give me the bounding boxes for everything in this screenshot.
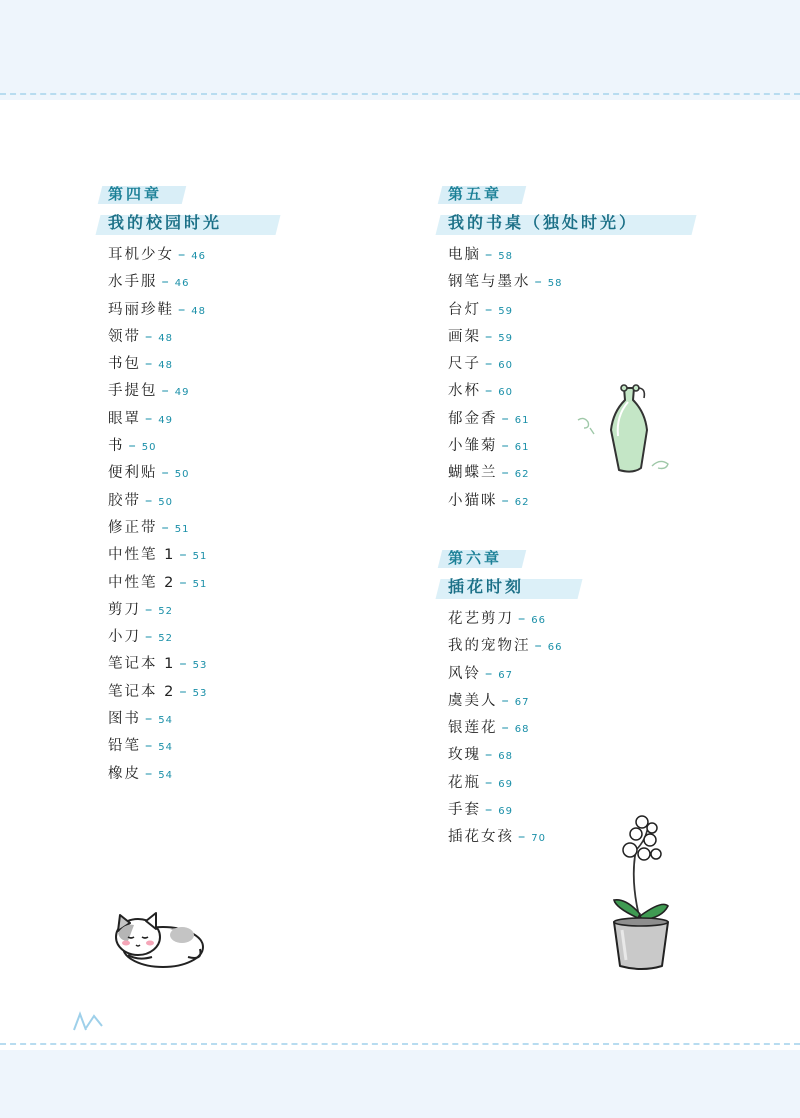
top-band [0, 0, 800, 100]
toc-item-name: 领带 [108, 328, 141, 345]
toc-separator: – [501, 692, 509, 709]
toc-item-name: 小雏菊 [448, 438, 498, 455]
toc-item-name: 电脑 [448, 247, 481, 263]
toc-page-number: 61 [514, 414, 530, 426]
chapter-label: 第四章 [104, 182, 174, 206]
chapter-label: 第六章 [444, 546, 514, 570]
toc-separator: – [179, 683, 187, 700]
toc-separator: – [145, 629, 153, 646]
toc-separator: – [145, 356, 153, 373]
toc-item [104, 597, 238, 624]
toc-separator: – [485, 301, 493, 318]
toc-separator: – [161, 274, 169, 291]
toc-separator: – [161, 465, 169, 482]
toc-separator: – [145, 492, 153, 509]
toc-page-number: 62 [514, 496, 530, 508]
toc-item [104, 706, 238, 733]
toc-item-name: 眼罩 [108, 410, 141, 427]
toc-page-number: 54 [158, 715, 173, 727]
chapter-title: 我的书桌（独处时光） [444, 210, 654, 236]
toc-page-number: 51 [192, 551, 208, 563]
toc-item [104, 733, 238, 760]
potted-orchid-icon [606, 810, 676, 972]
toc-item-name: 水手服 [108, 274, 158, 291]
top-dashed-line [0, 93, 800, 95]
toc-page-number: 60 [498, 360, 513, 372]
chapter-label: 第五章 [444, 182, 514, 206]
toc-separator: – [145, 601, 153, 618]
toc-item-name: 橡皮 [108, 765, 141, 782]
toc-item [444, 242, 654, 269]
glass-bottle-icon [572, 380, 682, 480]
toc-item [104, 761, 238, 788]
toc-separator: – [518, 829, 526, 846]
toc-page-number: 66 [531, 615, 546, 626]
toc-item-name: 笔记本 2 [108, 683, 176, 700]
toc-item [104, 269, 238, 296]
toc-separator: – [501, 438, 509, 455]
toc-item-name: 钢笔与墨水 [448, 274, 531, 291]
toc-page-number: 58 [498, 251, 513, 262]
toc-item [104, 324, 238, 351]
toc-page-number: 66 [547, 642, 563, 654]
toc-item [104, 297, 238, 324]
bottom-dashed-line [0, 1043, 800, 1045]
toc-page-number: 48 [158, 332, 173, 344]
toc-page-number: 68 [514, 724, 530, 736]
toc-page-number: 46 [191, 251, 206, 262]
bottom-band [0, 1050, 800, 1118]
toc-page-number: 51 [192, 578, 208, 590]
toc-item [104, 378, 238, 405]
toc-page-number: 48 [191, 305, 206, 317]
toc-page-number: 67 [514, 696, 530, 708]
toc-page-number: 69 [498, 806, 513, 818]
toc-item [104, 570, 238, 597]
toc-item-name: 虞美人 [448, 692, 498, 709]
toc-item-name: 风铃 [448, 665, 481, 682]
toc-separator: – [501, 465, 509, 482]
chapter-title: 我的校园时光 [104, 210, 238, 236]
toc-separator: – [161, 383, 169, 400]
toc-page-number: 54 [158, 742, 173, 754]
toc-separator: – [534, 638, 542, 655]
toc-item [104, 488, 238, 515]
toc-page-number: 52 [158, 605, 173, 617]
toc-page-number: 61 [514, 442, 530, 454]
toc-separator: – [485, 328, 493, 345]
toc-item [444, 688, 562, 715]
toc-page-number: 50 [141, 442, 157, 454]
toc-separator: – [179, 656, 187, 673]
toc-item [444, 770, 562, 797]
toc-item [444, 269, 654, 296]
toc-item-name: 图书 [108, 711, 141, 728]
toc-separator: – [485, 747, 493, 764]
toc-page-number: 67 [498, 669, 513, 681]
toc-separator: – [145, 328, 153, 345]
toc-page-number: 69 [498, 778, 513, 790]
toc-item-name: 花艺剪刀 [448, 611, 514, 627]
toc-list [444, 606, 562, 852]
toc-item [104, 651, 238, 678]
toc-page-number: 62 [514, 469, 530, 481]
toc-item-name: 手提包 [108, 383, 158, 400]
toc-separator: – [501, 492, 509, 509]
toc-item-name: 铅笔 [108, 738, 141, 755]
toc-separator: – [485, 356, 493, 373]
toc-page-number: 70 [531, 833, 546, 845]
toc-page-number: 54 [158, 769, 173, 781]
chapter-title: 插花时刻 [444, 574, 540, 600]
toc-item-name: 画架 [448, 328, 481, 345]
chapter-4-block [104, 182, 238, 788]
toc-item [444, 797, 562, 824]
toc-separator: – [179, 574, 187, 591]
toc-page-number: 59 [498, 305, 513, 317]
toc-separator: – [145, 765, 153, 782]
toc-item-name: 蝴蝶兰 [448, 465, 498, 482]
toc-page-number: 48 [158, 360, 173, 372]
toc-item-name: 笔记本 1 [108, 656, 176, 673]
toc-separator: – [179, 547, 187, 564]
toc-item [444, 661, 562, 688]
toc-item-name: 便利贴 [108, 465, 158, 482]
toc-item [444, 715, 562, 742]
toc-item [104, 624, 238, 651]
toc-separator: – [161, 519, 169, 536]
toc-item [444, 606, 562, 633]
toc-item [104, 242, 238, 269]
toc-list [104, 242, 238, 788]
toc-separator: – [145, 410, 153, 427]
toc-item [444, 488, 654, 515]
toc-page-number: 53 [192, 687, 208, 699]
toc-separator: – [485, 802, 493, 819]
toc-item-name: 郁金香 [448, 410, 498, 427]
toc-page-number: 52 [158, 633, 173, 645]
toc-item [444, 633, 562, 660]
toc-item-name: 银莲花 [448, 720, 498, 737]
toc-item-name: 修正带 [108, 519, 158, 536]
toc-item-name: 书 [108, 438, 125, 455]
toc-page-number: 59 [498, 332, 513, 344]
corner-doodle-icon [72, 1010, 108, 1032]
toc-separator: – [518, 611, 526, 627]
toc-item-name: 尺子 [448, 356, 481, 373]
toc-item-name: 水杯 [448, 383, 481, 400]
chapter-6-block [444, 546, 562, 852]
toc-item-name: 手套 [448, 802, 481, 819]
toc-separator: – [534, 274, 542, 291]
toc-separator: – [501, 410, 509, 427]
toc-item-name: 玛丽珍鞋 [108, 301, 174, 318]
toc-separator: – [128, 438, 136, 455]
toc-separator: – [485, 774, 493, 791]
toc-item-name: 我的宠物汪 [448, 638, 531, 655]
toc-separator: – [501, 720, 509, 737]
toc-separator: – [178, 247, 186, 263]
toc-page-number: 58 [547, 278, 563, 290]
toc-page-number: 51 [174, 523, 190, 535]
toc-item [104, 515, 238, 542]
toc-item [104, 433, 238, 460]
toc-page-number: 68 [498, 751, 513, 763]
toc-item [104, 679, 238, 706]
toc-item-name: 台灯 [448, 301, 481, 318]
toc-separator: – [145, 711, 153, 728]
toc-item-name: 小猫咪 [448, 492, 498, 509]
toc-page-number: 49 [174, 387, 190, 399]
toc-item-name: 剪刀 [108, 601, 141, 618]
toc-page-number: 53 [192, 660, 208, 672]
toc-item [444, 824, 562, 851]
toc-item [444, 742, 562, 769]
toc-separator: – [178, 301, 186, 318]
toc-item-name: 小刀 [108, 629, 141, 646]
toc-item [104, 460, 238, 487]
toc-item [444, 324, 654, 351]
toc-page-number: 50 [158, 496, 173, 508]
toc-item-name: 中性笔 2 [108, 574, 176, 591]
toc-item [104, 351, 238, 378]
toc-page-number: 49 [158, 414, 173, 426]
toc-page-number: 60 [498, 387, 513, 399]
toc-item [104, 542, 238, 569]
toc-item [104, 406, 238, 433]
toc-page-number: 46 [174, 278, 190, 290]
toc-item-name: 胶带 [108, 492, 141, 509]
toc-item-name: 花瓶 [448, 774, 481, 791]
toc-page-number: 50 [174, 469, 190, 481]
toc-item [444, 297, 654, 324]
toc-item-name: 耳机少女 [108, 247, 174, 263]
toc-item [444, 351, 654, 378]
toc-item-name: 玫瑰 [448, 747, 481, 764]
toc-item-name: 插花女孩 [448, 829, 514, 846]
toc-separator: – [485, 383, 493, 400]
toc-separator: – [145, 738, 153, 755]
toc-separator: – [485, 665, 493, 682]
toc-item-name: 中性笔 1 [108, 547, 176, 564]
sleeping-cat-icon [108, 905, 208, 971]
toc-item-name: 书包 [108, 356, 141, 373]
toc-separator: – [485, 247, 493, 263]
